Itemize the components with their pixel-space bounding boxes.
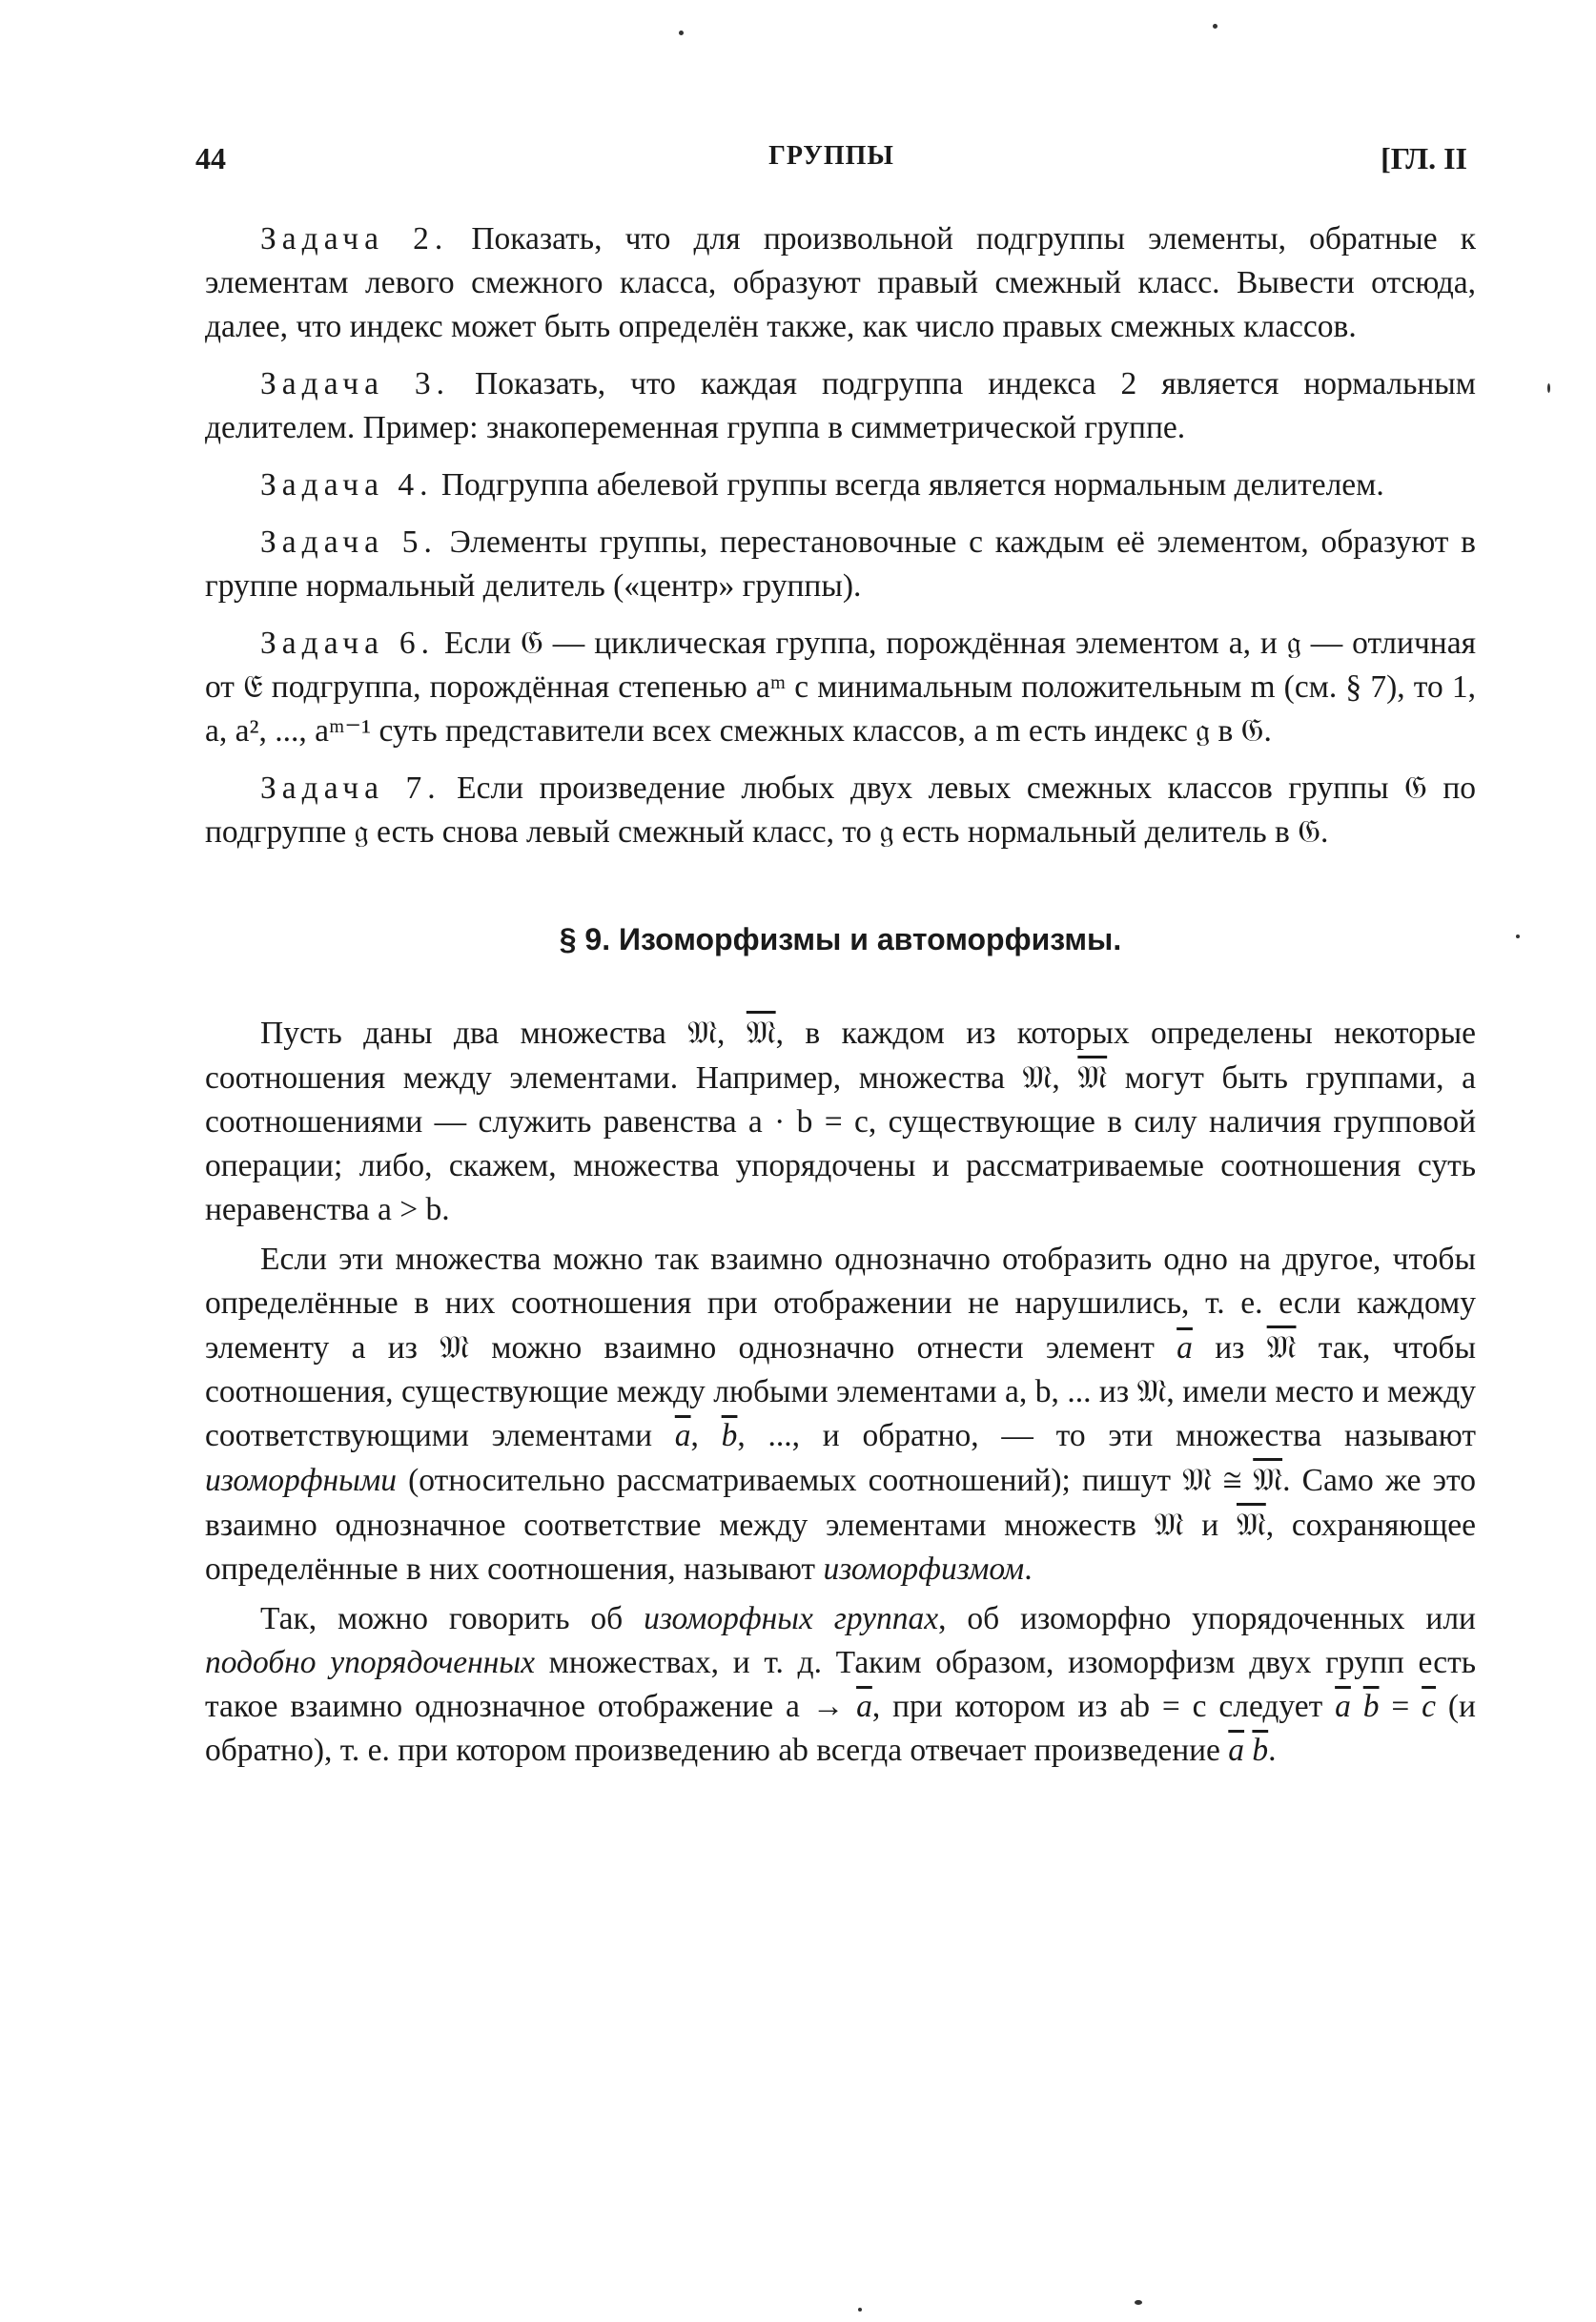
text: (и обратно), т. е. при котором произведению ab всегда отвечает произведение bbox=[205, 1689, 1476, 1768]
barred-symbol: $\overline{a}$ bbox=[1335, 1689, 1351, 1724]
task-6 bbox=[205, 622, 1476, 753]
italic-term: подобно упорядоченных bbox=[205, 1645, 535, 1680]
task-text: Элементы группы, перестановочные с каждым её элементом, образуют в группе нормальный делитель («центр» группы). bbox=[205, 524, 1477, 604]
text: так, чтобы соотношения, существующие между любыми элементами a, b, ... из 𝔐, имели место и между соответствующими элементами bbox=[205, 1330, 1476, 1453]
barred-symbol: $\overline{b}$ bbox=[1362, 1689, 1380, 1724]
page-header bbox=[195, 141, 1467, 179]
text: множествах, и т. д. Таким образом, изоморфизм двух групп есть такое взаимно однозначное отображение a → bbox=[205, 1645, 1476, 1724]
page-number: 44 bbox=[195, 141, 226, 175]
task-5 bbox=[205, 521, 1476, 608]
task-label: Задача 3. bbox=[260, 366, 451, 401]
text: Пусть даны два множества 𝔐, bbox=[260, 1016, 747, 1051]
task-label: Задача 4. bbox=[260, 467, 434, 503]
scan-speck bbox=[858, 2308, 862, 2312]
page-body bbox=[205, 217, 1476, 1778]
text: Если эти множества можно так взаимно однозначно отобразить одно на другое, чтобы определённые в них соотношения при отображении не нарушились, т. е. если каждому элементу a из 𝔐 можно взаимно однозначно отнести элемент bbox=[205, 1242, 1476, 1366]
text: из bbox=[1192, 1330, 1267, 1366]
scan-speck bbox=[1547, 383, 1550, 393]
paragraph-2 bbox=[205, 1238, 1476, 1592]
task-label: Задача 6. bbox=[260, 626, 436, 661]
paragraph-1 bbox=[205, 1011, 1476, 1232]
barred-symbol: $\overline{a}$ bbox=[856, 1689, 872, 1724]
italic-term: изоморфных группах bbox=[644, 1601, 939, 1636]
text: Так, можно говорить об bbox=[260, 1601, 645, 1636]
task-text: Если 𝔊 — циклическая группа, порождённая элементом a, и 𝔤 — отличная от 𝔈 подгруппа, порождённая степенью aᵐ с минимальным положительным m (см. § 7), то 1, a, a², ..., aᵐ⁻¹ суть представители всех смежных классов, а m есть индекс 𝔤 в 𝔊. bbox=[205, 626, 1476, 749]
text: . bbox=[1268, 1733, 1277, 1768]
text: , сохраняющее определённые в них соотношения, называют bbox=[205, 1508, 1476, 1587]
text: , при котором из ab = c следует bbox=[871, 1689, 1336, 1724]
text: , об изоморфно упорядоченных или bbox=[938, 1601, 1476, 1636]
barred-symbol: $\overline{a}$ bbox=[674, 1418, 691, 1453]
text: (относительно рассматриваемых соотношений); пишут 𝔐 ≅ bbox=[396, 1463, 1254, 1498]
scan-speck bbox=[679, 31, 684, 35]
text: могут быть группами, а соотношениями — служить равенства a · b = c, существующие в силу наличия групповой операции; либо, скажем, множества упорядочены и рассматриваемые соотношения суть неравенства a > b. bbox=[205, 1060, 1476, 1227]
section-heading: § 9. Изоморфизмы и автоморфизмы. bbox=[559, 922, 1122, 956]
task-2 bbox=[205, 217, 1476, 349]
barred-symbol: 𝔐 bbox=[1253, 1461, 1283, 1498]
text: . Само же это взаимно однозначное соответствие между элементами множеств 𝔐 и bbox=[205, 1463, 1476, 1543]
barred-symbol: $\overline{b}$ bbox=[721, 1418, 738, 1453]
barred-symbol: 𝔐 bbox=[1236, 1506, 1266, 1543]
barred-symbol: 𝔐 bbox=[1266, 1328, 1297, 1366]
text: . bbox=[1024, 1551, 1033, 1587]
task-3 bbox=[205, 362, 1476, 450]
barred-symbol: $\overline{a}$ bbox=[1228, 1733, 1245, 1768]
scan-speck bbox=[1516, 935, 1520, 938]
text: , ..., и обратно, — то эти множества называют bbox=[737, 1418, 1476, 1453]
barred-symbol: $\overline{b}$ bbox=[1252, 1733, 1269, 1768]
task-text: Показать, что каждая подгруппа индекса 2 является нормальным делителем. Пример: знакопеременная группа в симметрической группе. bbox=[205, 366, 1477, 445]
chapter-marker: [ГЛ. II bbox=[1381, 141, 1467, 175]
barred-symbol: $\overline{a}$ bbox=[1177, 1330, 1193, 1366]
task-text: Показать, что для произвольной подгруппы элементы, обратные к элементам левого смежного класса, образуют правый смежный класс. Вывести отсюда, далее, что индекс может быть определён также, как число правых смежных классов. bbox=[205, 221, 1476, 344]
barred-symbol: 𝔐 bbox=[746, 1014, 776, 1051]
task-4 bbox=[205, 463, 1476, 507]
text: , bbox=[690, 1418, 722, 1453]
text: = bbox=[1379, 1689, 1422, 1724]
text bbox=[1351, 1689, 1363, 1724]
task-text: Если произведение любых двух левых смежных классов группы 𝔊 по подгруппе 𝔤 есть снова левый смежный класс, то 𝔤 есть нормальный делитель в 𝔊. bbox=[205, 771, 1476, 850]
task-7 bbox=[205, 767, 1476, 854]
scan-speck bbox=[1213, 24, 1217, 29]
task-label: Задача 7. bbox=[260, 771, 441, 806]
task-text: Подгруппа абелевой группы всегда является нормальным делителем. bbox=[440, 467, 1384, 503]
scan-speck bbox=[1135, 2300, 1142, 2305]
text: , в каждом из которых определены некоторые соотношения между элементами. Например, множества 𝔐, bbox=[205, 1016, 1476, 1096]
italic-term: изоморфными bbox=[205, 1463, 397, 1498]
paragraph-3 bbox=[205, 1597, 1476, 1773]
task-label: Задача 5. bbox=[260, 524, 438, 560]
barred-symbol: $\overline{c}$ bbox=[1422, 1689, 1437, 1724]
barred-symbol: 𝔐 bbox=[1077, 1058, 1108, 1096]
task-label: Задача 2. bbox=[260, 221, 449, 257]
italic-term: изоморфизмом bbox=[823, 1551, 1025, 1587]
running-title: ГРУППЫ bbox=[768, 141, 894, 171]
